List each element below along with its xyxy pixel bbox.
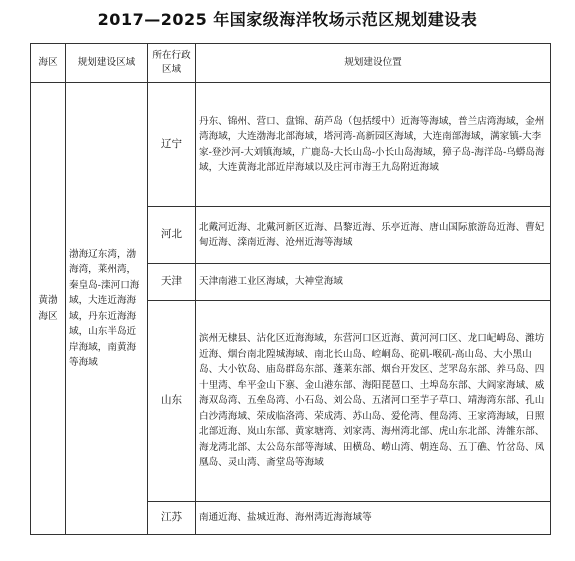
header-sea-area: 海区 [31, 44, 66, 83]
province-cell-shandong: 山东 [148, 301, 196, 502]
header-planned-area: 规划建设区域 [66, 44, 148, 83]
page-title: 2017—2025 年国家级海洋牧场示范区规划建设表 [97, 10, 478, 29]
province-cell-tianjin: 天津 [148, 264, 196, 301]
location-cell-jiangsu: 南通近海、盐城近海、海州湾近海海域等 [196, 502, 551, 535]
province-cell-liaoning: 辽宁 [148, 83, 196, 207]
location-cell-tianjin: 天津南港工业区海域，大神堂海域 [196, 264, 551, 301]
sea-area-cell: 黄渤海区 [31, 83, 66, 535]
planning-table [30, 43, 551, 535]
header-location: 规划建设位置 [196, 44, 551, 83]
location-cell-liaoning: 丹东、锦州、营口、盘锦、葫芦岛（包括绥中）近海等海域，普兰店湾海域，金州湾海域，大连渤海北部海域，塔河湾-高新园区海域，大连南部海域，满家镇-大李家-登沙河-大刘镇海域，广鹿岛-大长山岛-小长山岛海域，獐子岛-海洋岛-乌蟒岛海域，大连黄海北部近岸海域以及庄河市海王九岛附近海域 [196, 83, 551, 207]
planned-area-cell: 渤海辽东湾，渤海湾，莱州湾，秦皇岛-滦河口海域，大连近海海域，丹东近海海域，山东半岛近岸海域，南黄海等海域 [66, 83, 148, 535]
location-cell-shandong: 滨州无棣县、沾化区近海海域，东营河口区近海、黄河河口区、龙口屺㟂岛、潍坊近海、烟台南北隍城海域、南北长山岛、崆峒岛、砣矶-喉矶-高山岛、大小黑山岛、大小钦岛、庙岛群岛东部、蓬莱东部、烟台开发区、芝罘岛东部、养马岛、四十里湾、牟平金山下寨、金山港东部、海阳琵琶口、土埠岛东部、大阎家海域、威海双岛湾、五垒岛湾、小石岛、刘公岛、五渚河口至芋子草口、靖海湾东部、孔山白沙湾海域、荣成临洛湾、荣成湾、苏山岛、爱伦湾、俚岛湾、王家湾海域，日照北部近海、岚山东部、黄家塘湾、刘家湾、海州湾北部、虎山东北部、涛雒东部、海龙湾北部、太公岛东部等海域、田横岛、崂山湾、朝连岛、五丁礁、竹岔岛、凤凰岛、灵山湾、斋堂岛等海域 [196, 301, 551, 502]
table-header-row [31, 44, 551, 83]
province-cell-jiangsu: 江苏 [148, 502, 196, 535]
header-province: 所在行政区域 [148, 44, 196, 83]
table-row [31, 83, 551, 207]
location-cell-hebei: 北戴河近海、北戴河新区近海、昌黎近海、乐亭近海、唐山国际旅游岛近海、曹妃甸近海、滦南近海、沧州近海等海域 [196, 207, 551, 264]
province-cell-hebei: 河北 [148, 207, 196, 264]
